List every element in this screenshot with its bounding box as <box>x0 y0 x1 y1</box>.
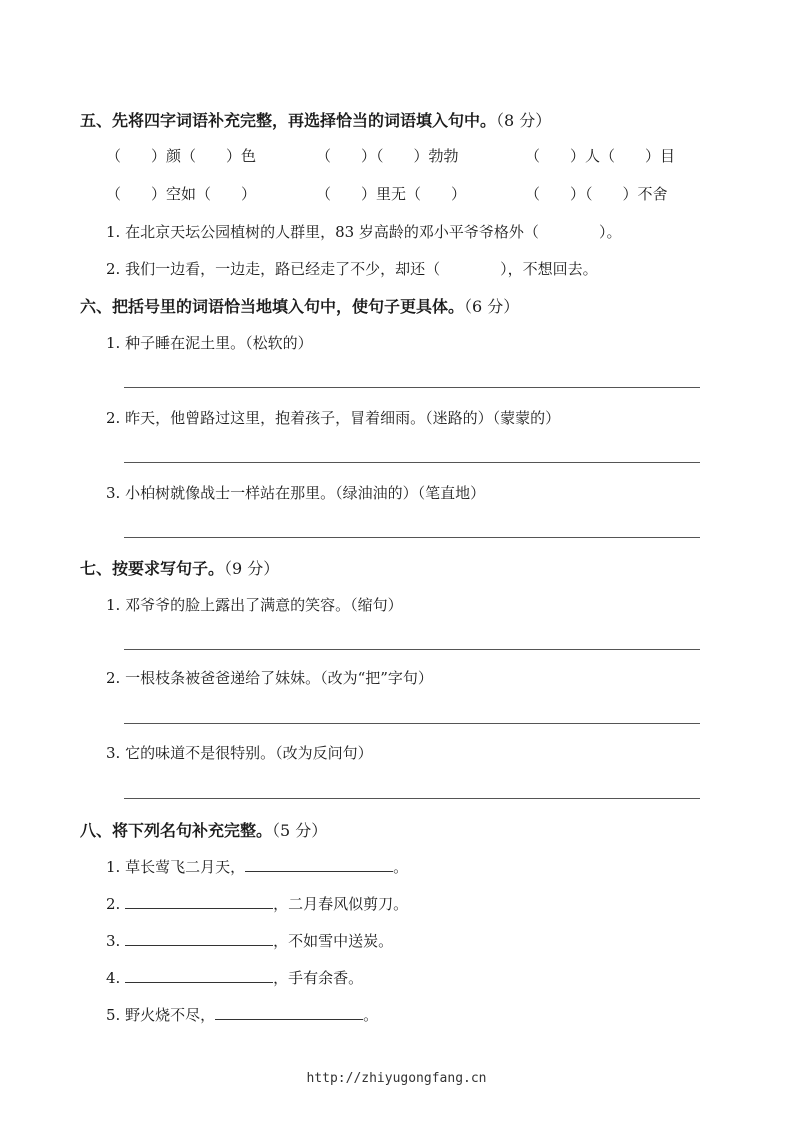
s8-item-2-text: ，二月春风似剪刀。 <box>273 895 409 913</box>
s8-item-1 <box>106 856 408 877</box>
section-6-heading <box>80 294 519 317</box>
section-7-heading <box>80 556 279 579</box>
s5-question-1: 1. 在北京天坛公园植树的人群里，83 岁高龄的邓小平爷爷格外（ ）。 <box>106 223 622 241</box>
section-6-points: （6 分） <box>464 297 520 316</box>
s6-question-2: 2. 昨天，他曾路过这里，抱着孩子，冒着细雨。（迷路的）（蒙蒙的） <box>106 409 561 427</box>
s5-question-2: 2. 我们一边看，一边走，路已经走了不少，却还（ ），不想回去。 <box>106 260 598 278</box>
s6-answer-line-1[interactable] <box>124 387 700 388</box>
section-8-heading <box>80 818 327 841</box>
s8-item-3-blank[interactable] <box>125 930 273 946</box>
section-5-points: （8 分） <box>496 111 552 130</box>
idiom-1-1: （ ）颜（ ）色 <box>106 147 257 165</box>
section-8-points: （5 分） <box>272 821 328 840</box>
s8-item-1-end: 。 <box>393 858 409 876</box>
s6-answer-line-3[interactable] <box>124 537 700 538</box>
s7-answer-line-3[interactable] <box>124 798 700 799</box>
s7-question-1: 1. 邓爷爷的脸上露出了满意的笑容。（缩句） <box>106 596 403 614</box>
s6-question-3: 3. 小柏树就像战士一样站在那里。（绿油油的）（笔直地） <box>106 484 486 502</box>
s7-answer-line-2[interactable] <box>124 723 700 724</box>
s8-item-4-num: 4. <box>106 969 126 987</box>
s6-question-1: 1. 种子睡在泥土里。（松软的） <box>106 334 313 352</box>
idiom-2-3: （ ）（ ）不舍 <box>525 185 668 203</box>
s8-item-5-blank[interactable] <box>215 1004 363 1020</box>
s8-item-1-text: 1. 草长莺飞二月天， <box>106 858 246 876</box>
s8-item-4-blank[interactable] <box>125 967 273 983</box>
s8-item-4 <box>106 967 363 988</box>
section-7-points: （9 分） <box>224 559 280 578</box>
section-7-title: 七、按要求写句子。 <box>80 559 225 578</box>
footer-url[interactable]: http://zhiyugongfang.cn <box>306 1071 487 1086</box>
idiom-2-1: （ ）空如（ ） <box>106 185 257 203</box>
s7-question-3: 3. 它的味道不是很特别。（改为反问句） <box>106 744 373 762</box>
s8-item-4-text: ，手有余香。 <box>273 969 364 987</box>
idiom-1-2: （ ）（ ）勃勃 <box>316 147 459 165</box>
section-5-title: 五、先将四字词语补充完整，再选择恰当的词语填入句中。 <box>80 111 497 130</box>
s8-item-5-end: 。 <box>363 1006 379 1024</box>
s8-item-2 <box>106 893 408 914</box>
s8-item-2-num: 2. <box>106 895 126 913</box>
s8-item-3 <box>106 930 393 951</box>
section-8-title: 八、将下列名句补充完整。 <box>80 821 273 840</box>
section-6-title: 六、把括号里的词语恰当地填入句中，使句子更具体。 <box>80 297 465 316</box>
s8-item-2-blank[interactable] <box>125 893 273 909</box>
s7-answer-line-1[interactable] <box>124 649 700 650</box>
s7-question-2: 2. 一根枝条被爸爸递给了妹妹。（改为“把”字句） <box>106 669 433 687</box>
s8-item-5 <box>106 1004 378 1025</box>
s8-item-3-text: ，不如雪中送炭。 <box>273 932 394 950</box>
s8-item-5-text: 5. 野火烧不尽， <box>106 1006 216 1024</box>
section-5-heading <box>80 108 551 131</box>
idiom-2-2: （ ）里无（ ） <box>316 185 467 203</box>
s8-item-3-num: 3. <box>106 932 126 950</box>
s6-answer-line-2[interactable] <box>124 462 700 463</box>
s8-item-1-blank[interactable] <box>245 856 393 872</box>
idiom-1-3: （ ）人（ ）目 <box>525 147 676 165</box>
